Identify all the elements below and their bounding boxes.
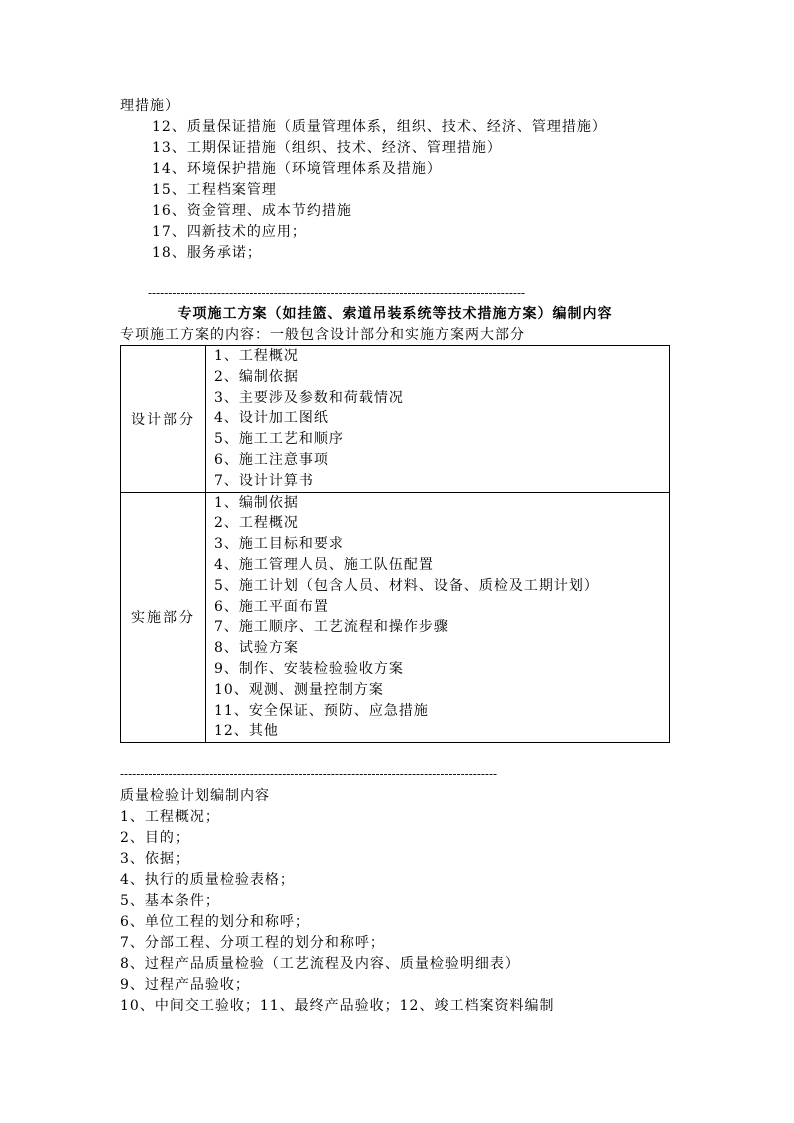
list-item: 4、施工管理人员、施工队伍配置	[214, 556, 434, 573]
special-plan-title: 专项施工方案（如挂篮、索道吊装系统等技术措施方案）编制内容	[177, 306, 613, 322]
quality-plan-title: 质量检验计划编制内容	[120, 788, 270, 804]
list-item: 3、主要涉及参数和荷载情况	[214, 389, 404, 406]
list-item: 8、过程产品质量检验（工艺流程及内容、质量检验明细表）	[120, 956, 520, 972]
list-item: 2、目的；	[120, 830, 190, 846]
special-plan-intro: 专项施工方案的内容：一般包含设计部分和实施方案两大部分	[120, 327, 525, 343]
list-item: 1、工程概况	[214, 348, 299, 364]
list-item: 5、施工计划（包含人员、材料、设备、质检及工期计划）	[214, 577, 599, 594]
list-item: 14、环境保护措施（环境管理体系及措施）	[152, 161, 442, 177]
list-item: 18、服务承诺；	[152, 245, 262, 261]
list-item: 10、中间交工验收；11、最终产品验收；12、竣工档案资料编制	[120, 998, 555, 1014]
dashed-divider: ---------------------------------------------------------------------------------------------	[148, 286, 526, 300]
list-item: 5、施工工艺和顺序	[214, 431, 344, 448]
list-item: 8、试验方案	[214, 640, 299, 657]
list-item: 6、施工注意事项	[214, 451, 329, 468]
continuation-text: 理措施）	[120, 98, 180, 114]
list-item: 10、观测、测量控制方案	[214, 681, 384, 698]
list-item: 3、依据；	[120, 851, 190, 867]
list-item: 12、其他	[214, 723, 279, 740]
list-item: 7、分部工程、分项工程的划分和称呼；	[120, 935, 385, 951]
special-plan-table	[120, 345, 670, 743]
design-part-items	[206, 346, 670, 493]
list-item: 2、工程概况	[214, 515, 299, 532]
table-row	[121, 346, 670, 493]
list-item: 4、执行的质量检验表格；	[120, 872, 295, 888]
list-item: 4、设计加工图纸	[214, 410, 329, 427]
list-item: 13、工期保证措施（组织、技术、经济、管理措施）	[152, 140, 502, 156]
list-item: 7、设计计算书	[214, 472, 314, 489]
implementation-part-label: 实施部分	[121, 492, 206, 743]
list-item: 3、施工目标和要求	[214, 536, 344, 553]
list-item: 9、过程产品验收；	[120, 977, 250, 993]
list-item: 2、编制依据	[214, 368, 299, 385]
list-item: 1、编制依据	[214, 494, 299, 511]
list-item: 6、施工平面布置	[214, 598, 329, 615]
design-part-label: 设计部分	[121, 346, 206, 493]
list-item: 6、单位工程的划分和称呼；	[120, 914, 310, 930]
list-item: 11、安全保证、预防、应急措施	[214, 702, 429, 719]
list-item: 1、工程概况；	[120, 809, 220, 825]
list-item: 12、质量保证措施（质量管理体系，组织、技术、经济、管理措施）	[152, 119, 607, 135]
list-item: 5、基本条件；	[120, 893, 220, 909]
list-item: 17、四新技术的应用；	[152, 224, 307, 240]
list-item: 9、制作、安装检验验收方案	[214, 660, 404, 677]
list-item: 7、施工顺序、工艺流程和操作步骤	[214, 619, 449, 636]
list-item: 15、工程档案管理	[152, 182, 277, 198]
dashed-divider: ---------------------------------------------------------------------------------------------	[120, 767, 498, 781]
list-item: 16、资金管理、成本节约措施	[152, 203, 352, 219]
table-row	[121, 492, 670, 743]
implementation-part-items	[206, 492, 670, 743]
